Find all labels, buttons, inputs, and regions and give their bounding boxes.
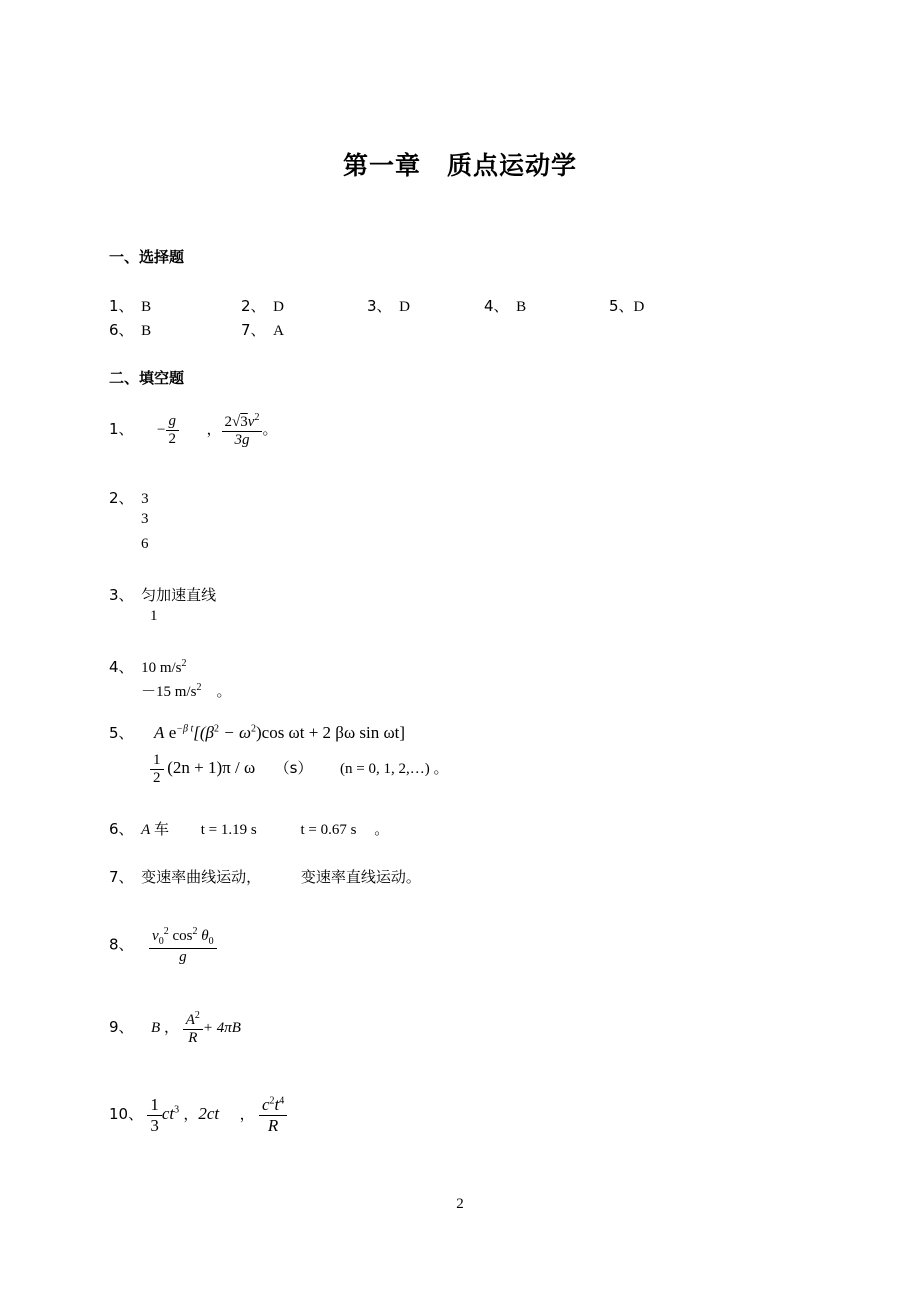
fraction-2root3v2-over-3g: $\frac{2√3v^2}{3g}$ xyxy=(222,412,263,450)
section-heading-choice: 一、选择题 xyxy=(109,248,185,266)
choice-answer-1: 1、 B xyxy=(109,297,152,315)
fill-answer-2-line3: 6 xyxy=(141,536,149,552)
fraction-a2-over-r: $\frac{A^2}{R}$ xyxy=(183,1010,203,1048)
fill-answer-3-line2: 1 xyxy=(150,608,158,624)
fill-answer-4: 4、 10 $m/s^2$ xyxy=(109,658,187,676)
fill-answer-6: 6、 A 车 t = 1.19 s t = 0.67 s 。 xyxy=(109,820,390,838)
choice-answer-7: 7、 A xyxy=(241,321,284,339)
fill-answer-2-line2: 3 xyxy=(141,511,149,527)
choice-answer-3: 3、 D xyxy=(367,297,410,315)
item-number: 1、 xyxy=(109,420,134,439)
fraction-c2t4-over-r: $\frac{c^2t^4}{R}$ xyxy=(259,1095,287,1135)
choice-answer-4: 4、 B xyxy=(484,297,527,315)
fill-answer-2: 2、 3 xyxy=(109,489,149,507)
fill-answer-4-line2: －15 $m/s^2$ 。 xyxy=(141,682,232,700)
choice-answer-6: 6、 B xyxy=(109,321,152,339)
page-title: 第一章 质点运动学 xyxy=(342,151,577,180)
fill-answer-5-line2: $\frac{1}{2}$ (2n + 1)π / ω （s） (n = 0, 1, 2,…) 。 xyxy=(150,752,448,788)
fill-answer-7: 7、 变速率曲线运动， 变速率直线运动。 xyxy=(109,868,421,886)
fill-answer-8: 8、 $\frac{v_0^2 \cos^2 \theta_0}{g}$ xyxy=(109,926,217,966)
choice-answer-2: 2、 D xyxy=(241,297,284,315)
choice-answer-5: 5、D xyxy=(609,297,645,315)
fill-answer-5: 5、 A $e^{-\beta t}[(\beta^2 - \omega^2)\cos$ ωt + 2 βω sin ωt] xyxy=(109,723,406,742)
fill-answer-3: 3、 匀加速直线 xyxy=(109,586,217,604)
fill-answer-1: 1、 − $\frac{g}{2}$ ， $\frac{2√3v^2}{3g}$ 。 xyxy=(109,412,278,449)
section-heading-fill: 二、填空题 xyxy=(109,369,185,387)
page-number: 2 xyxy=(456,1196,464,1212)
fill-answer-9: 9、 B ， $\frac{A^2}{R}$ + 4πB xyxy=(109,1010,241,1047)
fill-answer-10: 10、 $\frac{1}{3}$ $ct^3$ ，2ct ， $\frac{c^2t^4}{R}$ xyxy=(109,1095,287,1135)
fraction-g-over-2: $\frac{g}{2}$ xyxy=(166,413,180,449)
fraction-v0-cos-theta-over-g: $\frac{v_0^2 \cos^2 \theta_0}{g}$ xyxy=(149,926,217,966)
